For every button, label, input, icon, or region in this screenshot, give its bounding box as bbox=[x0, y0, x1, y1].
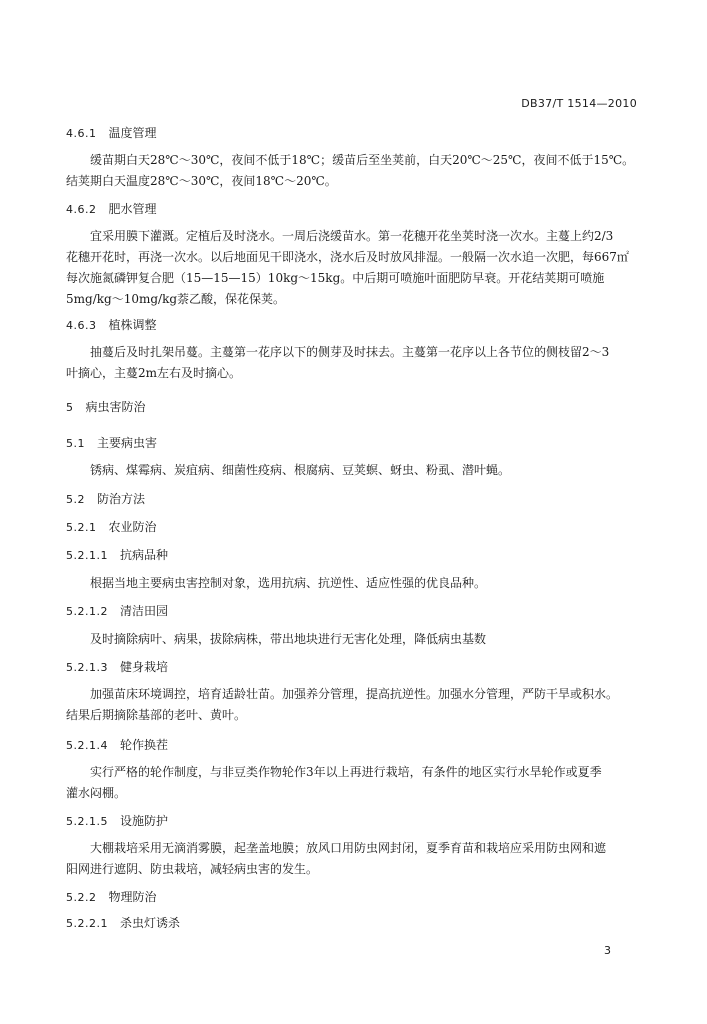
section-title: 轮作换茬 bbox=[119, 738, 168, 752]
heading-5-2-1-3 bbox=[66, 658, 168, 675]
text-line: 灌水闷棚。 bbox=[66, 786, 127, 800]
heading-5-2-1-5 bbox=[66, 812, 168, 829]
heading-5-2-1 bbox=[66, 518, 157, 535]
paragraph-crop-rotation bbox=[66, 762, 638, 804]
text-line: 每次施氮磷钾复合肥（15—15—15）10kg～15kg。中后期可喷施叶面肥防早衰。开花结荚期可喷施 bbox=[66, 271, 605, 285]
section-number: 5.2.2 bbox=[66, 891, 97, 904]
section-number: 5.2 bbox=[66, 493, 85, 506]
section-number: 5.2.1.4 bbox=[66, 739, 108, 752]
section-number: 5.2.1.1 bbox=[66, 549, 108, 562]
section-title: 杀虫灯诱杀 bbox=[119, 916, 180, 930]
standard-code: DB37/T 1514—2010 bbox=[521, 97, 637, 110]
section-title: 设施防护 bbox=[119, 814, 168, 828]
section-title: 抗病品种 bbox=[119, 548, 168, 562]
paragraph-facility-protection bbox=[66, 838, 638, 880]
section-number: 4.6.2 bbox=[66, 203, 97, 216]
heading-5-2 bbox=[66, 490, 145, 507]
section-number: 5.2.1.2 bbox=[66, 605, 108, 618]
section-number: 5.2.2.1 bbox=[66, 917, 108, 930]
section-number: 5.2.1.3 bbox=[66, 661, 108, 674]
heading-4-6-3 bbox=[66, 316, 157, 333]
section-title: 农业防治 bbox=[108, 520, 157, 534]
heading-4-6-2 bbox=[66, 200, 157, 217]
section-title: 肥水管理 bbox=[108, 202, 157, 216]
section-number: 4.6.1 bbox=[66, 127, 97, 140]
section-title: 植株调整 bbox=[108, 318, 157, 332]
heading-5-2-2-1 bbox=[66, 914, 180, 931]
section-number: 5.2.1.5 bbox=[66, 815, 108, 828]
paragraph-healthy-cultivation bbox=[66, 684, 638, 726]
text-line: 及时摘除病叶、病果，拔除病株，带出地块进行无害化处理，降低病虫基数 bbox=[90, 632, 487, 646]
paragraph-plant-adjustment bbox=[66, 342, 638, 384]
heading-4-6-1 bbox=[66, 124, 157, 141]
text-line: 阳网进行遮阴、防虫栽培，减轻病虫害的发生。 bbox=[66, 862, 319, 876]
page-number: 3 bbox=[604, 944, 611, 957]
section-title: 主要病虫害 bbox=[97, 436, 158, 450]
text-line: 根据当地主要病虫害控制对象，选用抗病、抗逆性、适应性强的优良品种。 bbox=[90, 576, 487, 590]
section-number: 5.2.1 bbox=[66, 521, 97, 534]
paragraph-main-pests bbox=[66, 460, 638, 481]
text-line: 抽蔓后及时扎架吊蔓。主蔓第一花序以下的侧芽及时抹去。主蔓第一花序以上各节位的侧枝留2～3 bbox=[90, 345, 610, 359]
text-line: 花穗开花时，再浇一次水。以后地面见干即浇水，浇水后及时放风排湿。一般隔一次水追一次肥，每667㎡ bbox=[66, 250, 629, 264]
heading-5 bbox=[66, 398, 146, 415]
section-title: 健身栽培 bbox=[119, 660, 168, 674]
paragraph-temperature bbox=[66, 150, 638, 192]
heading-5-2-1-4 bbox=[66, 736, 168, 753]
text-line: 加强苗床环境调控，培育适龄壮苗。加强养分管理，提高抗逆性。加强水分管理，严防干旱或积水。 bbox=[90, 687, 619, 701]
section-title: 病虫害防治 bbox=[85, 400, 146, 414]
text-line: 实行严格的轮作制度，与非豆类作物轮作3年以上再进行栽培，有条件的地区实行水旱轮作或夏季 bbox=[90, 765, 602, 779]
section-number: 5.1 bbox=[66, 437, 85, 450]
text-line: 叶摘心，主蔓2m左右及时摘心。 bbox=[66, 366, 242, 380]
text-line: 宜采用膜下灌溉。定植后及时浇水。一周后浇缓苗水。第一花穗开花坐荚时浇一次水。主蔓上约2/3 bbox=[90, 229, 614, 243]
text-line: 5mg/kg～10mg/kg萘乙酸，保花保荚。 bbox=[66, 292, 286, 306]
section-title: 防治方法 bbox=[97, 492, 146, 506]
paragraph-fertilizer-water bbox=[66, 226, 638, 310]
text-line: 结果后期摘除基部的老叶、黄叶。 bbox=[66, 708, 247, 722]
paragraph-resistant-varieties bbox=[66, 573, 638, 594]
text-line: 锈病、煤霉病、炭疽病、细菌性疫病、根腐病、豆荚螟、蚜虫、粉虱、潜叶蝇。 bbox=[90, 463, 511, 477]
section-title: 温度管理 bbox=[108, 126, 157, 140]
section-title: 物理防治 bbox=[108, 890, 157, 904]
heading-5-1 bbox=[66, 434, 157, 451]
text-line: 缓苗期白天28℃～30℃，夜间不低于18℃；缓苗后至坐荚前，白天20℃～25℃，夜间不低于15℃。 bbox=[90, 153, 635, 167]
text-line: 结荚期白天温度28℃～30℃，夜间18℃～20℃。 bbox=[66, 174, 337, 188]
section-number: 5 bbox=[66, 401, 74, 414]
section-title: 清洁田园 bbox=[119, 604, 168, 618]
heading-5-2-1-2 bbox=[66, 602, 168, 619]
heading-5-2-2 bbox=[66, 888, 157, 905]
section-number: 4.6.3 bbox=[66, 319, 97, 332]
paragraph-field-cleaning bbox=[66, 629, 638, 650]
text-line: 大棚栽培采用无滴消雾膜，起垄盖地膜；放风口用防虫网封闭，夏季育苗和栽培应采用防虫网和遮 bbox=[90, 841, 607, 855]
heading-5-2-1-1 bbox=[66, 546, 168, 563]
